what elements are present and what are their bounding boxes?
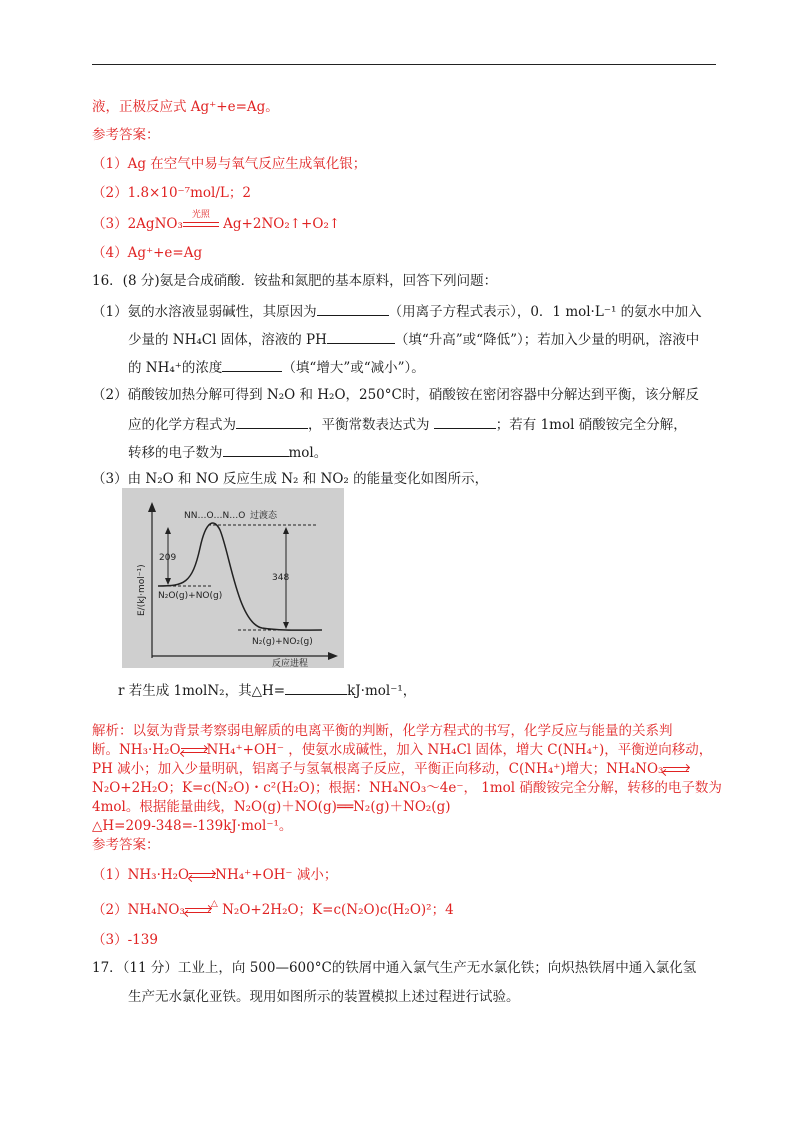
answer-blank[interactable] [327, 329, 395, 344]
answer-blank[interactable] [285, 680, 347, 695]
reaction-condition: 光照 [191, 209, 210, 220]
answer-blank[interactable] [317, 301, 389, 316]
delta-209-label: 209 [159, 553, 177, 563]
q17-line-1: 17．（11 分）工业上，向 500—600°C的铁屑中通入氯气生产无水氯化铁；向炽热铁屑中通入氯化氢 [92, 960, 697, 976]
equilibrium-arrow [189, 870, 215, 882]
analysis-line-4: N₂O+2H₂O；K=c(N₂O)・c²(H₂O)；根据：NH₄NO₃～4e⁻， 1mol 硝酸铵完全分解，转移的电子数为 [92, 780, 722, 796]
answer-item-4: （4）Ag⁺+e=Ag [92, 245, 203, 261]
delta-348-label: 348 [272, 573, 290, 583]
q16-p1c: 少量的 NH₄Cl 固体，溶液的 PH [128, 332, 327, 348]
q16-part1-line1 [92, 301, 702, 321]
q16-part2-line2 [128, 414, 687, 434]
answer-blank[interactable] [223, 442, 289, 457]
q16-p2d: ；若有 1mol 硝酸铵完全分解， [495, 417, 687, 433]
ref-answer-3: （3）-139 [92, 932, 158, 948]
analysis-l2a: 断。NH₃·H₂O [92, 742, 181, 758]
q16-p1e: 的 NH₄⁺的浓度 [128, 360, 223, 376]
q16-p1b: （用离子方程式表示），0．1 mol·L⁻¹ 的氨水中加入 [388, 304, 702, 320]
q16-p1a: （1）氨的水溶液显弱碱性，其原因为 [92, 304, 317, 320]
transition-state-label: 过渡态 [250, 511, 278, 521]
heat-symbol: △ [210, 899, 218, 909]
answer-item-3 [92, 209, 341, 233]
x-axis-label: 反应进程 [272, 659, 309, 668]
ref-answer-2b: N₂O+2H₂O；K=c(N₂O)c(H₂O)²；4 [217, 902, 454, 918]
answer-line: 液，正极反应式 Ag⁺+e=Ag。 [92, 99, 279, 115]
ref-answer-1a: （1）NH₃·H₂O [92, 867, 190, 883]
equilibrium-arrow [181, 745, 207, 757]
analysis-l2b: NH₄⁺+OH⁻ ，使氨水成碱性，加入 NH₄Cl 固体，增大 C(NH₄⁺)，平衡逆向移动， [206, 742, 713, 758]
answer-item-2: （2）1.8×10⁻⁷mol/L；2 [92, 185, 251, 201]
q16-p2b: 应的化学方程式为 [128, 417, 236, 433]
analysis-line-3 [92, 760, 689, 778]
equilibrium-arrow [663, 764, 689, 776]
q17-line-2: 生产无水氯化亚铁。现用如图所示的装置模拟上述过程进行试验。 [128, 989, 520, 1005]
q16-p1d: （填“升高”或“降低”）；若加入少量的明矾，溶液中 [394, 332, 700, 348]
q16-p2f: mol。 [288, 445, 328, 461]
products-label: N₂(g)+NO₂(g) [252, 637, 313, 647]
q16-p1f: （填“增大”或“减小”）。 [282, 360, 425, 376]
q16-part1-line2 [128, 329, 699, 349]
transition-state-formula: NN…O…N…O [184, 511, 246, 521]
energy-diagram [122, 488, 344, 668]
y-axis-arrowhead [148, 502, 156, 512]
reactants-label: N₂O(g)+NO(g) [158, 591, 223, 601]
ref-answer-1 [92, 866, 337, 884]
answer-blank[interactable] [434, 414, 496, 429]
equation-arrow [183, 209, 219, 232]
q16-part2-line3 [128, 442, 327, 462]
q16-p2c: ，平衡常数表达式为 [308, 417, 430, 433]
analysis-line-2 [92, 741, 712, 759]
q16-part3-question [118, 680, 416, 700]
y-axis-label: E/(kJ·mol⁻¹) [137, 564, 147, 616]
q16-title: 16．(8 分)氨是合成硝酸．铵盐和氮肥的基本原料，回答下列问题： [92, 273, 498, 289]
ref-answer-label: 参考答案： [92, 127, 160, 143]
ref-answer-label-2: 参考答案： [92, 837, 160, 853]
q16-p2e: 转移的电子数为 [128, 445, 223, 461]
analysis-line-5: 4mol。根据能量曲线，N₂O(g)＋NO(g)══N₂(g)＋NO₂(g) [92, 799, 451, 815]
ref-answer-2a: （2）NH₄NO₃ [92, 902, 185, 918]
equilibrium-arrow [185, 905, 211, 917]
header-rule [92, 64, 716, 65]
energy-curve [158, 523, 322, 630]
q16-p3q-b: kJ·mol⁻¹， [347, 683, 417, 699]
answer-item-3-left: （3）2AgNO₃ [92, 216, 183, 232]
q16-part2-line1: （2）硝酸铵加热分解可得到 N₂O 和 H₂O，250°C时，硝酸铵在密闭容器中分解达到平衡，该分解反 [92, 387, 699, 403]
q16-part3: （3）由 N₂O 和 NO 反应生成 N₂ 和 NO₂ 的能量变化如图所示， [92, 471, 489, 487]
answer-blank[interactable] [222, 357, 282, 372]
analysis-l3a: PH 减小；加入少量明矾，铝离子与氢氧根离子反应，平衡正向移动，C(NH₄⁺)增大；NH₄NO₃ [92, 761, 664, 777]
ref-answer-2 [92, 901, 454, 921]
answer-item-3-right: Ag+2NO₂↑+O₂↑ [218, 216, 341, 232]
q16-p3q-a: r 若生成 1molN₂，其△H= [118, 683, 286, 699]
analysis-line-1: 解析：以氨为背景考察弱电解质的电离平衡的判断，化学方程式的书写，化学反应与能量的关系判 [92, 723, 673, 739]
q16-part1-line3 [128, 357, 425, 377]
answer-item-1: （1）Ag 在空气中易与氧气反应生成氧化银； [92, 156, 367, 172]
answer-blank[interactable] [236, 414, 308, 429]
x-axis-arrowhead [328, 652, 338, 660]
ref-answer-1b: NH₄⁺+OH⁻ 减小； [215, 867, 338, 883]
analysis-line-6: △H=209-348=-139kJ·mol⁻¹。 [92, 818, 293, 834]
energy-diagram-svg [122, 488, 344, 668]
